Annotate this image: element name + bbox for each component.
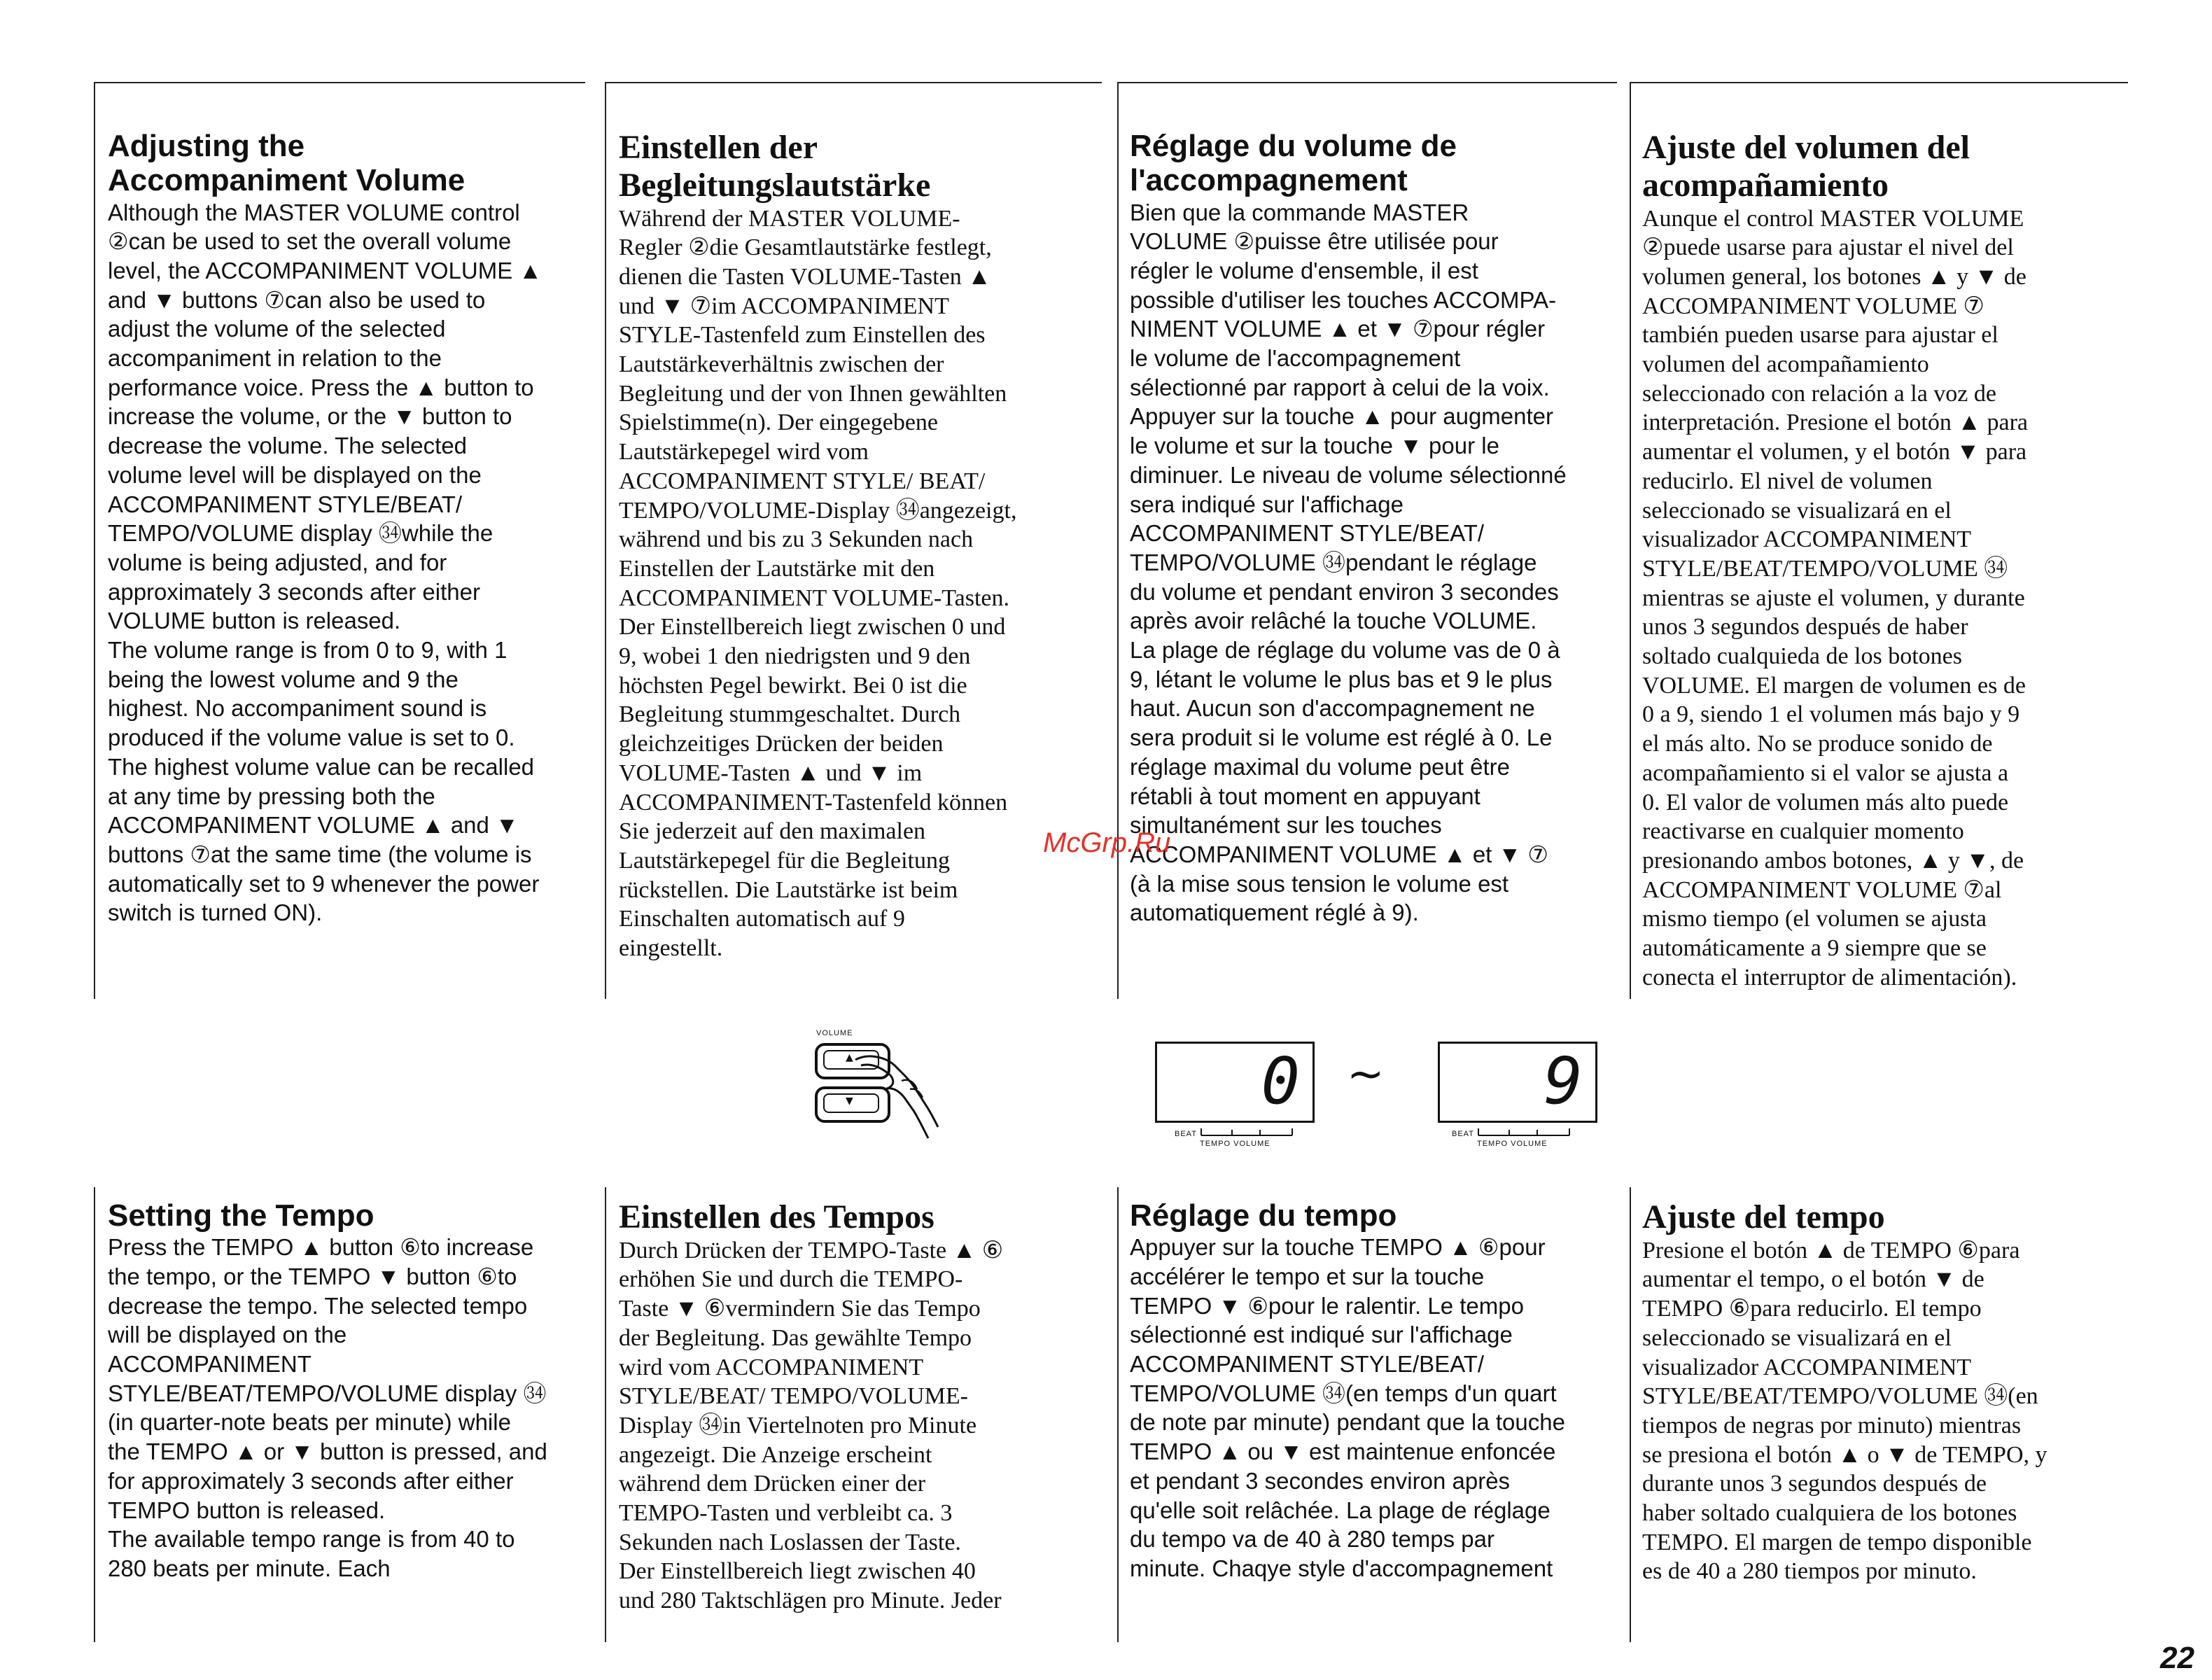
volume-range-illustration <box>1155 1042 1603 1154</box>
section-title: Ajuste del tempo <box>1642 1198 1885 1236</box>
lcd-digit: 9 <box>1544 1044 1583 1119</box>
beat-label: BEAT <box>1175 1130 1197 1138</box>
volume-section-german <box>619 129 1109 963</box>
section-body: Appuyer sur la touche TEMPO ▲ ⑥pour accélérer le tempo et sur la touche TEMPO ▼ ⑥pour le ralentir. Le tempo sélectionné est indiqué sur l'affichage ACCOMPANIMENT STYLE/BEAT/ TEMPO/VOLUME ㉞(en temps d'un quart de note par minute) pendant que la touche TEMPO ▲ ou ▼ est maintenue enfoncée et pendant 3 secondes environ après qu'elle soit relâchée. La plage de réglage du tempo va de 40 à 280 temps par minute. Chaqye style d'accompagnement <box>1130 1234 1565 1581</box>
column-rule <box>1630 82 2128 83</box>
section-body: Durch Drücken der TEMPO-Taste ▲ ⑥ erhöhen Sie und durch die TEMPO- Taste ▼ ⑥vermindern Sie das Tempo der Begleitung. Das gewählte Tempo wird vom ACCOMPANIMENT STYLE/BEAT/ TEMPO/VOLUME- Display ㉞in Viertelnoten pro Minute angezeigt. Die Anzeige erscheint während dem Drücken einer der TEMPO-Tasten und verbleibt ca. 3 Sekunden nach Loslassen der Taste. Der Einstellbereich liegt zwischen 40 und 280 Taktschlägen pro Minute. Jeder <box>619 1237 1004 1614</box>
section-body: Although the MASTER VOLUME control ②can be used to set the overall volume level, the ACCOMPANIMENT VOLUME ▲ and ▼ buttons ⑦can also be used to adjust the volume of the selected accompaniment in relation to the performance voice. Press the ▲ button to increase the volume, or the ▼ button to decrease the volume. The selected volume level will be displayed on the ACCOMPANIMENT STYLE/BEAT/ TEMPO/VOLUME display ㉞while the volume is being adjusted, and for approximately 3 seconds after either VOLUME button is released. The volume range is from 0 to 9, with 1 being the lowest volume and 9 the highest. No accompaniment sound is produced if the volume value is set to 0. The highest volume value can be recalled at any time by pressing both the ACCOMPANIMENT VOLUME ▲ and ▼ buttons ⑦at the same time (the volume is automatically set to 9 whenever the power switch is turned ON). <box>108 199 542 926</box>
down-arrow-icon: ▼ <box>846 1096 853 1107</box>
section-title: Réglage du tempo <box>1130 1198 1397 1233</box>
section-title: Adjusting the Accompaniment Volume <box>108 129 465 198</box>
column-rule <box>94 82 585 83</box>
section-title: Ajuste del volumen del acompañamiento <box>1642 129 1970 204</box>
tempo-section-spanish <box>1642 1198 2146 1586</box>
volume-buttons-illustration <box>812 1022 973 1148</box>
tempo-volume-label: TEMPO VOLUME <box>1477 1140 1548 1148</box>
up-arrow-icon: ▲ <box>846 1052 853 1063</box>
column-rule <box>94 1187 95 1642</box>
section-body: Press the TEMPO ▲ button ⑥to increase the tempo, or the TEMPO ▼ button ⑥to decrease the tempo. The selected tempo will be displayed on the ACCOMPANIMENT STYLE/BEAT/TEMPO/VOLUME display ㉞ (in quarter-note beats per minute) while the TEMPO ▲ or ▼ button is pressed, and for approximately 3 seconds after either TEMPO button is released. The available tempo range is from 40 to 280 beats per minute. Each <box>108 1234 547 1581</box>
watermark: McGrp.Ru <box>1043 827 1171 858</box>
column-rule <box>605 82 606 999</box>
section-body: Während der MASTER VOLUME- Regler ②die Gesamtlautstärke festlegt, dienen die Tasten VOLUME-Tasten ▲ und ▼ ⑦im ACCOMPANIMENT STYLE-Tastenfeld zum Einstellen des Lautstärkeverhältnis zwischen der Begleitung und der von Ihnen gewählten Spielstimme(n). Der eingegebene Lautstärkepegel wird vom ACCOMPANIMENT STYLE/ BEAT/ TEMPO/VOLUME-Display ㉞angezeigt, während und bis zu 3 Sekunden nach Einstellen der Lautstärke mit den ACCOMPANIMENT VOLUME-Tasten. Der Einstellbereich liegt zwischen 0 und 9, wobei 1 den niedrigsten und 9 den höchsten Pegel bewirkt. Bei 0 ist die Begleitung stummgeschaltet. Durch gleichzeitiges Drücken der beiden VOLUME-Tasten ▲ und ▼ im ACCOMPANIMENT-Tastenfeld können Sie jederzeit auf den maximalen Lautstärkepegel für die Begleitung rückstellen. Die Lautstärke ist beim Einschalten automatisch auf 9 eingestellt. <box>619 205 1017 962</box>
lcd-digit: 0 <box>1261 1044 1300 1119</box>
section-body: Aunque el control MASTER VOLUME ②puede usarse para ajustar el nivel del volumen general, los botones ▲ y ▼ de ACCOMPANIMENT VOLUME ⑦ también pueden usarse para ajustar el volumen del acompañamiento seleccionado con relación a la voz de interpretación. Presione el botón ▲ para aumentar el volumen, y el botón ▼ para reducirlo. El nivel de volumen seleccionado se visualizará en el visualizador ACCOMPANIMENT STYLE/BEAT/TEMPO/VOLUME ㉞ mientras se ajuste el volumen, y durante unos 3 segundos después de haber soltado cualquieda de los botones VOLUME. El margen de volumen es de 0 a 9, siendo 1 el volumen más bajo y 9 el más alto. No se produce sonido de acompañamiento si el valor se ajusta a 0. El valor de volumen más alto puede reactivarse en cualquier momento presionando ambos botones, ▲ y ▼, de ACCOMPANIMENT VOLUME ⑦al mismo tiempo (el volumen se ajusta automáticamente a 9 siempre que se conecta el interruptor de alimentación). <box>1642 205 2029 990</box>
section-title: Réglage du volume de l'accompagnement <box>1130 129 1457 198</box>
beat-label: BEAT <box>1452 1130 1474 1138</box>
section-body: Bien que la commande MASTER VOLUME ②puisse être utilisée pour régler le volume d'ensemble, il est possible d'utiliser les touches ACCOMPA- NIMENT VOLUME ▲ et ▼ ⑦pour régler le volume de l'accompagnement sélectionné par rapport à celui de la voix. Appuyer sur la touche ▲ pour augmenter le volume et sur la touche ▼ pour le diminuer. Le niveau de volume sélectionné sera indiqué sur l'affichage ACCOMPANIMENT STYLE/BEAT/ TEMPO/VOLUME ㉞pendant le réglage du volume et pendant environ 3 secondes après avoir relâché la touche VOLUME. La plage de réglage du volume vas de 0 à 9, létant le volume le plus bas et 9 le plus haut. Aucun son d'accompagnement ne sera produit si le volume est réglé à 0. Le réglage maximal du volume peut être rétabli à tout moment en appuyant simultanément sur les touches ACCOMPANIMENT VOLUME ▲ et ▼ ⑦ (à la mise sous tension le volume est automatiquement réglé à 9). <box>1130 199 1567 926</box>
volume-section-english <box>108 129 591 927</box>
column-rule <box>1117 82 1617 83</box>
tempo-section-english <box>108 1198 591 1583</box>
column-rule <box>1117 1187 1119 1642</box>
column-rule <box>1117 82 1119 999</box>
column-rule <box>1630 82 1631 999</box>
column-rule <box>1630 1187 1631 1642</box>
volume-section-spanish <box>1642 129 2146 992</box>
page-number: 22 <box>2160 1641 2194 1675</box>
volume-label: VOLUME <box>816 1029 853 1037</box>
column-rule <box>605 82 1102 83</box>
volume-section-french <box>1130 129 1627 927</box>
pressing-hand-icon <box>812 1022 973 1148</box>
column-rule <box>94 82 95 999</box>
tempo-section-french <box>1130 1198 1627 1583</box>
tempo-volume-label: TEMPO VOLUME <box>1200 1140 1270 1148</box>
tempo-section-german <box>619 1198 1109 1616</box>
section-title: Einstellen des Tempos <box>619 1198 934 1236</box>
range-tilde: ~ <box>1347 1049 1385 1100</box>
column-rule <box>605 1187 606 1642</box>
lcd-display-max <box>1438 1042 1597 1123</box>
section-title: Setting the Tempo <box>108 1198 374 1233</box>
section-title: Einstellen der Begleitungslautstärke <box>619 129 931 204</box>
section-body: Presione el botón ▲ de TEMPO ⑥para aumentar el tempo, o el botón ▼ de TEMPO ⑥para reducirlo. El tempo seleccionado se visualizará en el visualizador ACCOMPANIMENT STYLE/BEAT/TEMPO/VOLUME ㉞(en tiempos de negras por minuto) mientras se presiona el botón ▲ o ▼ de TEMPO, y durante unos 3 segundos después de haber soltado cualquiera de los botones TEMPO. El margen de tempo disponible es de 40 a 280 tiempos por minuto. <box>1642 1237 2047 1585</box>
